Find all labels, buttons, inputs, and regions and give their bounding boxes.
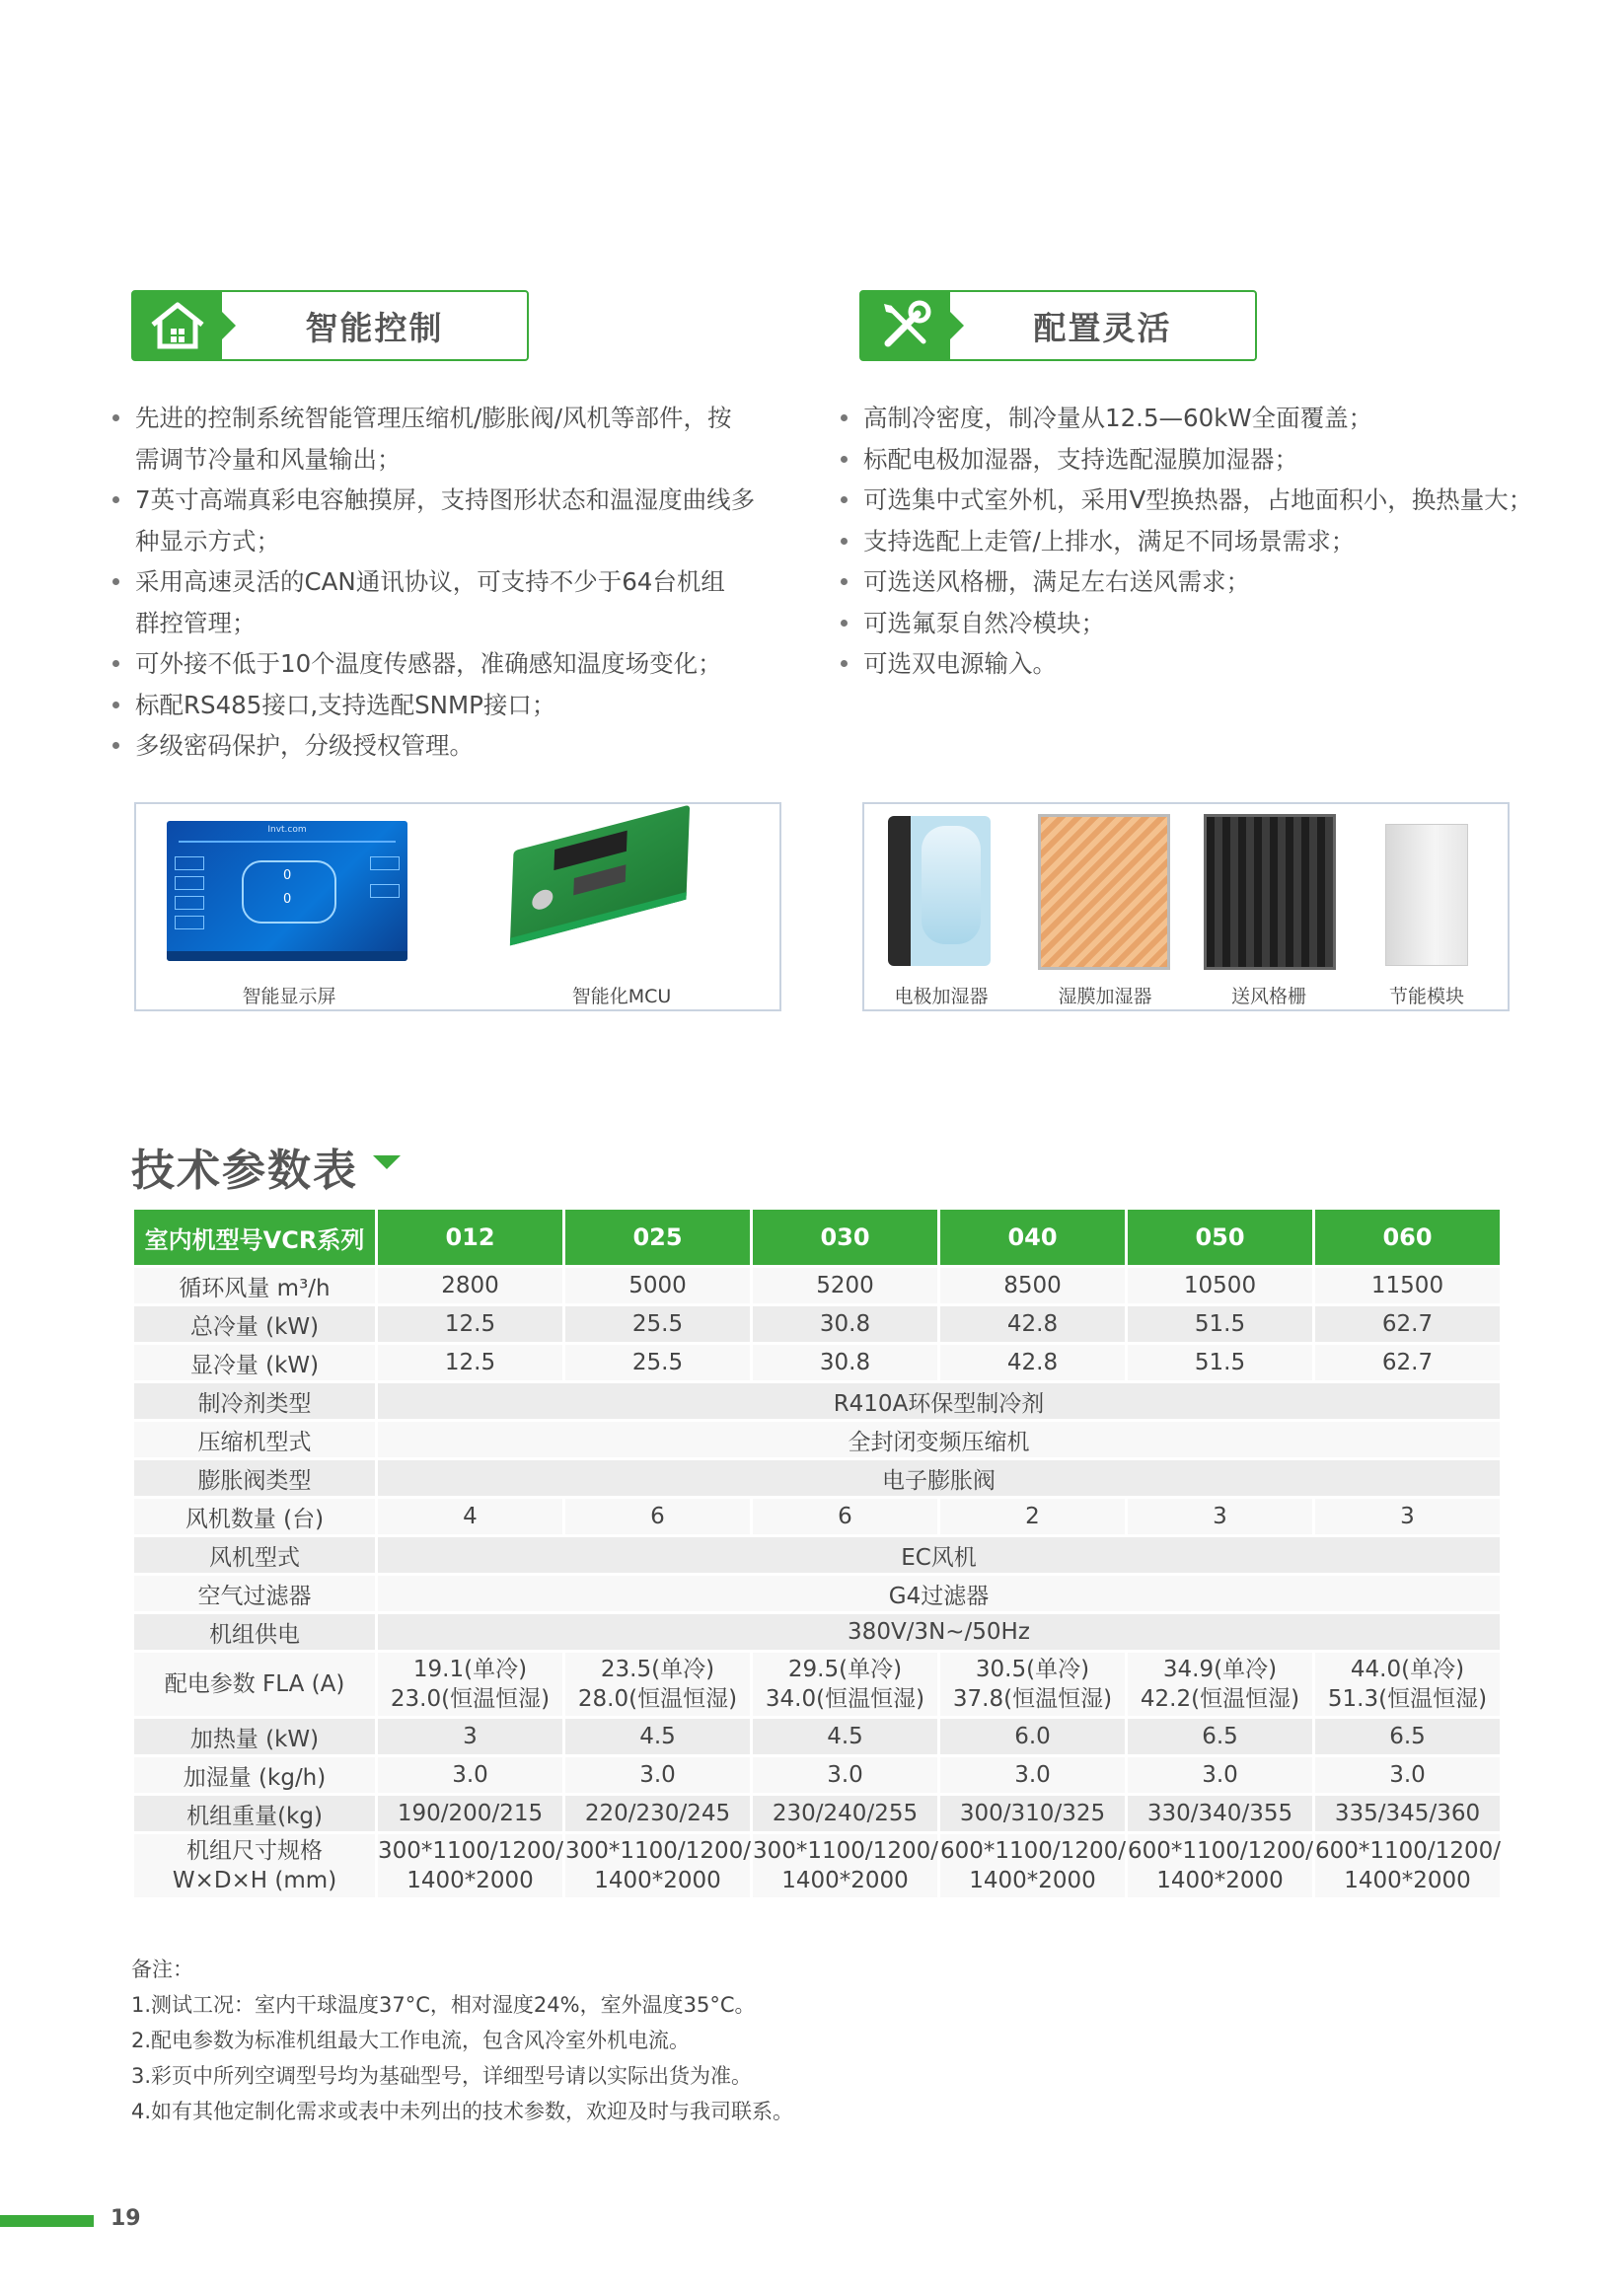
cell: 2800: [378, 1268, 562, 1303]
cell: 3.0: [1315, 1757, 1500, 1793]
cell: [1128, 1834, 1312, 1897]
cell: [565, 1834, 750, 1897]
cell-merged: G4过滤器: [378, 1576, 1500, 1611]
caption-mcu: 智能化MCU: [571, 986, 672, 1007]
table-row: [134, 1383, 1500, 1419]
cell: 2: [940, 1499, 1125, 1534]
cell: 6: [565, 1499, 750, 1534]
cell: 62.7: [1315, 1345, 1500, 1380]
cell: 51.5: [1128, 1306, 1312, 1342]
row-label: 制冷剂类型: [134, 1383, 375, 1419]
cell: 25.5: [565, 1306, 750, 1342]
cell-line: 600*1100/1200/: [940, 1838, 1126, 1864]
cell: 4.5: [753, 1719, 937, 1754]
cell: 42.8: [940, 1306, 1125, 1342]
cell: 6.5: [1128, 1719, 1312, 1754]
table-row: [134, 1653, 1500, 1716]
row-label: 膨胀阀类型: [134, 1460, 375, 1496]
notes-heading: 备注：: [131, 1958, 193, 1981]
cell-line: 51.3(恒温恒湿): [1327, 1686, 1488, 1712]
list-item: 可选氟泵自然冷模块；: [837, 603, 1547, 644]
list-item: 可选双电源输入。: [837, 643, 1547, 685]
table-row: [134, 1614, 1500, 1650]
cell: 25.5: [565, 1345, 750, 1380]
cell: 335/345/360: [1315, 1796, 1500, 1831]
cell: [378, 1834, 562, 1897]
row-label: 压缩机型式: [134, 1422, 375, 1457]
cell-line: 600*1100/1200/: [1315, 1838, 1501, 1864]
list-item: 先进的控制系统智能管理压缩机/膨胀阀/风机等部件，按: [109, 398, 799, 439]
header-cell: 050: [1128, 1210, 1312, 1265]
cell-line: 42.2(恒温恒湿): [1140, 1686, 1300, 1712]
table-row: [134, 1719, 1500, 1754]
cell-line: 300*1100/1200/: [565, 1838, 751, 1864]
list-item: 可选送风格栅，满足左右送风需求；: [837, 561, 1547, 603]
row-label: 风机型式: [134, 1537, 375, 1573]
triangle-down-icon: [373, 1155, 401, 1169]
note-item: 2.配电参数为标准机组最大工作电流，包含风冷室外机电流。: [131, 2029, 691, 2052]
cell: 30.8: [753, 1306, 937, 1342]
cell: 6.0: [940, 1719, 1125, 1754]
row-label: [134, 1834, 375, 1897]
list-item: 标配RS485接口,支持选配SNMP接口；: [109, 685, 799, 726]
cell: 12.5: [378, 1306, 562, 1342]
table-header-row: [134, 1210, 1500, 1265]
cell: 3.0: [1128, 1757, 1312, 1793]
row-label: 机组供电: [134, 1614, 375, 1650]
table-row: [134, 1576, 1500, 1611]
supply-grille-image: [1204, 814, 1336, 970]
flexible-config-photos: [862, 802, 1510, 1011]
cell-line: W×D×H (mm): [172, 1868, 337, 1893]
page-bar: [0, 2215, 94, 2227]
table-row: [134, 1537, 1500, 1573]
cell: [940, 1653, 1125, 1716]
cell-line: 机组尺寸规格: [186, 1838, 323, 1864]
cell-line: 30.5(单冷): [975, 1657, 1090, 1682]
house-icon: [133, 292, 222, 359]
cell: [1315, 1653, 1500, 1716]
cell-line: 44.0(单冷): [1350, 1657, 1465, 1682]
flexible-config-list: [837, 398, 1547, 685]
wet-film-humidifier-image: [1038, 814, 1170, 970]
note-item: 3.彩页中所列空调型号均为基础型号，详细型号请以实际出货为准。: [131, 2064, 753, 2088]
cell-line: 1400*2000: [1156, 1868, 1284, 1893]
row-label: 配电参数 FLA (A): [134, 1653, 375, 1716]
section-title: 智能控制: [305, 308, 444, 347]
cell: 51.5: [1128, 1345, 1312, 1380]
list-item: 多级密码保护，分级授权管理。: [109, 725, 799, 767]
caption-display-screen: 智能显示屏: [242, 986, 336, 1007]
cell-merged: 电子膨胀阀: [378, 1460, 1500, 1496]
cell-merged: 全封闭变频压缩机: [378, 1422, 1500, 1457]
header-cell: 030: [753, 1210, 937, 1265]
cell: 3: [378, 1719, 562, 1754]
header-cell: 025: [565, 1210, 750, 1265]
section-header-smart-control: [131, 290, 529, 361]
cell-merged: 380V/3N~/50Hz: [378, 1614, 1500, 1650]
list-item: 可外接不低于10个温度传感器，准确感知温度场变化；: [109, 643, 799, 685]
screen-value: 0: [283, 892, 292, 907]
screen-logo: Invt.com: [267, 825, 307, 835]
list-item-cont: 种显示方式；: [135, 526, 280, 555]
table-row: [134, 1268, 1500, 1303]
cell: 6.5: [1315, 1719, 1500, 1754]
cell-line: 23.5(单冷): [600, 1657, 715, 1682]
cell-line: 600*1100/1200/: [1128, 1838, 1313, 1864]
row-label: 循环风量 m³/h: [134, 1268, 375, 1303]
cell: 300/310/325: [940, 1796, 1125, 1831]
mcu-board-image: [510, 805, 690, 946]
cell: 230/240/255: [753, 1796, 937, 1831]
table-row: [134, 1306, 1500, 1342]
cell: 8500: [940, 1268, 1125, 1303]
cell: 3: [1315, 1499, 1500, 1534]
cell: 5200: [753, 1268, 937, 1303]
header-cell: 012: [378, 1210, 562, 1265]
cell: [378, 1653, 562, 1716]
cell: [753, 1653, 937, 1716]
electrode-humidifier-image: [888, 816, 991, 966]
list-item-cont: 群控管理；: [135, 608, 257, 637]
row-label: 显冷量 (kW): [134, 1345, 375, 1380]
cell: 3.0: [753, 1757, 937, 1793]
header-cell: 040: [940, 1210, 1125, 1265]
list-item: 标配电极加湿器，支持选配湿膜加湿器；: [837, 439, 1547, 481]
cell: 5000: [565, 1268, 750, 1303]
cell: 42.8: [940, 1345, 1125, 1380]
caption-wet-film-humidifier: 湿膜加湿器: [1058, 986, 1152, 1007]
header-cell: 060: [1315, 1210, 1500, 1265]
cell: [753, 1834, 937, 1897]
cell-line: 300*1100/1200/: [753, 1838, 938, 1864]
note-item: 1.测试工况：室内干球温度37°C，相对湿度24%，室外温度35°C。: [131, 1993, 756, 2017]
cell: 330/340/355: [1128, 1796, 1312, 1831]
display-screen-image: [167, 821, 407, 961]
list-item: 可选集中式室外机，采用V型换热器，占地面积小，换热量大；: [837, 480, 1547, 521]
table-row: [134, 1499, 1500, 1534]
table-title: 技术参数表: [131, 1146, 358, 1196]
caption-energy-module: 节能模块: [1388, 986, 1464, 1007]
cell: [940, 1834, 1125, 1897]
list-item: 采用高速灵活的CAN通讯协议，可支持不少于64台机组: [109, 561, 799, 603]
cell: 220/230/245: [565, 1796, 750, 1831]
cell: 4: [378, 1499, 562, 1534]
cell: [1315, 1834, 1500, 1897]
table-row: [134, 1757, 1500, 1793]
table-row: [134, 1834, 1500, 1897]
cell: 12.5: [378, 1345, 562, 1380]
cell-line: 23.0(恒温恒湿): [390, 1686, 551, 1712]
cell-line: 37.8(恒温恒湿): [952, 1686, 1113, 1712]
list-item: 7英寸高端真彩电容触摸屏，支持图形状态和温湿度曲线多: [109, 480, 799, 521]
cell: 4.5: [565, 1719, 750, 1754]
header-cell: 室内机型号VCR系列: [134, 1210, 375, 1265]
cell-line: 1400*2000: [594, 1868, 721, 1893]
smart-control-list: [109, 398, 799, 767]
page-number: 19: [111, 2206, 141, 2231]
cell: [565, 1653, 750, 1716]
list-item-cont: 需调节冷量和风量输出；: [135, 444, 402, 474]
list-item: 高制冷密度，制冷量从12.5—60kW全面覆盖；: [837, 398, 1547, 439]
cell: [1128, 1653, 1312, 1716]
row-label: 加热量 (kW): [134, 1719, 375, 1754]
note-item: 4.如有其他定制化需求或表中未列出的技术参数，欢迎及时与我司联系。: [131, 2100, 794, 2123]
notes: [131, 1952, 793, 2129]
cell-line: 19.1(单冷): [412, 1657, 528, 1682]
cell: 3.0: [565, 1757, 750, 1793]
cell: 10500: [1128, 1268, 1312, 1303]
row-label: 机组重量(kg): [134, 1796, 375, 1831]
table-row: [134, 1345, 1500, 1380]
section-header-flexible-config: [859, 290, 1257, 361]
caption-electrode-humidifier: 电极加湿器: [894, 986, 989, 1007]
row-label: 空气过滤器: [134, 1576, 375, 1611]
row-label: 风机数量 (台): [134, 1499, 375, 1534]
spec-table: [131, 1207, 1503, 1900]
section-title: 配置灵活: [1033, 308, 1172, 347]
cell-line: 29.5(单冷): [787, 1657, 903, 1682]
table-row: [134, 1796, 1500, 1831]
cell-line: 1400*2000: [781, 1868, 909, 1893]
cell-merged: EC风机: [378, 1537, 1500, 1573]
table-row: [134, 1422, 1500, 1457]
row-label: 加湿量 (kg/h): [134, 1757, 375, 1793]
cell-line: 34.0(恒温恒湿): [765, 1686, 925, 1712]
cell: 3.0: [940, 1757, 1125, 1793]
tools-icon: [861, 292, 950, 359]
cell: 30.8: [753, 1345, 937, 1380]
cell-line: 28.0(恒温恒湿): [577, 1686, 738, 1712]
row-label: 总冷量 (kW): [134, 1306, 375, 1342]
cell-line: 1400*2000: [1344, 1868, 1471, 1893]
list-item: 支持选配上走管/上排水，满足不同场景需求；: [837, 521, 1547, 562]
energy-saving-module-image: [1385, 824, 1468, 966]
cell-line: 300*1100/1200/: [378, 1838, 563, 1864]
cell-line: 1400*2000: [406, 1868, 534, 1893]
cell: 6: [753, 1499, 937, 1534]
cell: 3: [1128, 1499, 1312, 1534]
screen-value: 0: [283, 868, 292, 883]
cell-merged: R410A环保型制冷剂: [378, 1383, 1500, 1419]
cell: 62.7: [1315, 1306, 1500, 1342]
table-row: [134, 1460, 1500, 1496]
cell-line: 34.9(单冷): [1162, 1657, 1278, 1682]
cell: 190/200/215: [378, 1796, 562, 1831]
caption-supply-grille: 送风格栅: [1230, 986, 1306, 1007]
cell: 11500: [1315, 1268, 1500, 1303]
cell-line: 1400*2000: [969, 1868, 1096, 1893]
smart-control-photos: [134, 802, 781, 1011]
cell: 3.0: [378, 1757, 562, 1793]
